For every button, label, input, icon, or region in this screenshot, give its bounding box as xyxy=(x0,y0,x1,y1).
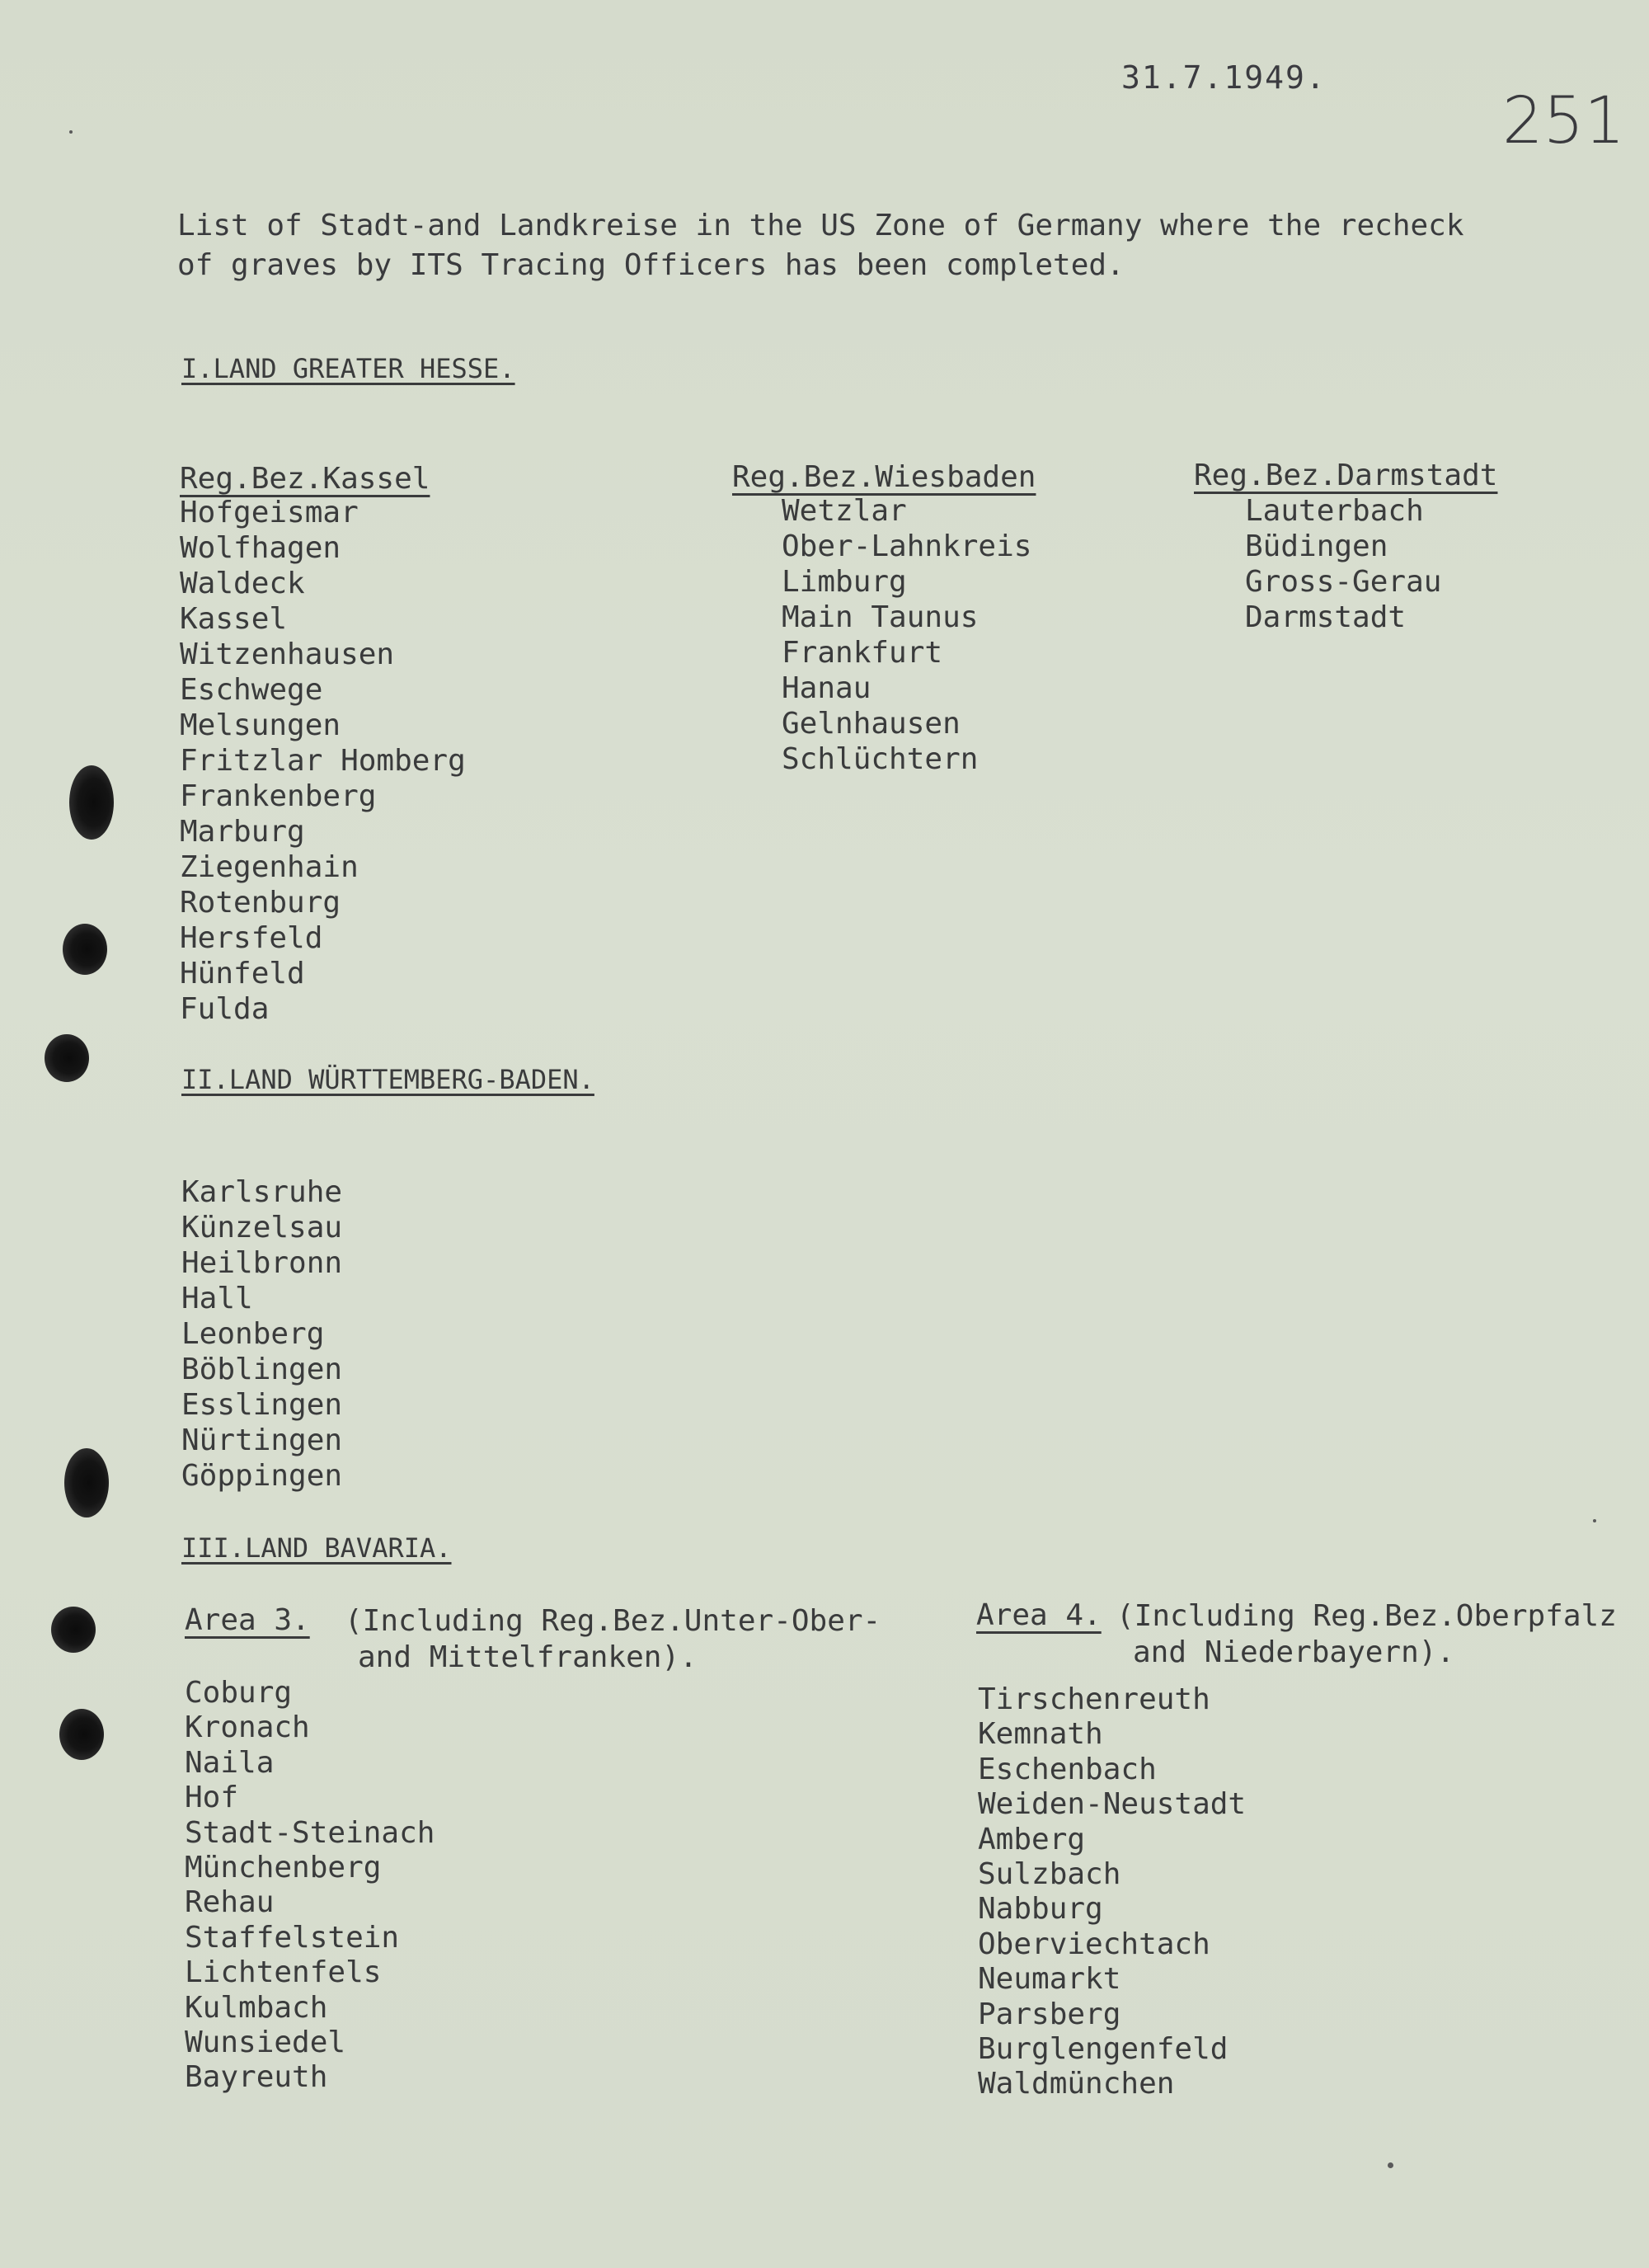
area-3-desc-line: (Including Reg.Bez.Unter-Ober- xyxy=(345,1604,881,1638)
list-item: Karlsruhe xyxy=(181,1175,343,1209)
list-item: Naila xyxy=(185,1745,275,1780)
section-title-bavaria: III.LAND BAVARIA. xyxy=(181,1532,452,1564)
list-item: Heilbronn xyxy=(181,1246,343,1280)
district-list-darmstadt xyxy=(1245,493,1441,635)
punch-hole xyxy=(63,924,107,975)
list-item: Fulda xyxy=(180,992,270,1026)
list-item: Hofgeismar xyxy=(180,496,359,529)
area-4-description xyxy=(1116,1598,1617,1671)
list-item: Eschwege xyxy=(180,673,323,707)
list-item: Amberg xyxy=(978,1822,1086,1856)
intro-line: List of Stadt-and Landkreise in the US Zone of Germany where the recheck xyxy=(177,209,1464,242)
list-item: Lauterbach xyxy=(1245,494,1424,528)
list-item: Tirschenreuth xyxy=(978,1682,1210,1716)
list-item: Sulzbach xyxy=(978,1856,1121,1891)
list-item: Kulmbach xyxy=(185,1990,328,2025)
list-item: Büdingen xyxy=(1245,529,1388,563)
list-item: Böblingen xyxy=(181,1353,343,1386)
area-4-label-text: Area 4. xyxy=(976,1598,1102,1632)
area-3-label-text: Area 3. xyxy=(185,1603,310,1637)
list-item: Bayreuth xyxy=(185,2060,328,2095)
district-list-area-3 xyxy=(185,1676,435,2096)
area-4-desc-line: and Niederbayern). xyxy=(1133,1635,1455,1669)
list-item: Waldeck xyxy=(180,567,305,600)
area-3-label xyxy=(185,1603,310,1637)
paper-speck xyxy=(1593,1519,1596,1522)
list-item: Neumarkt xyxy=(978,1962,1121,1997)
list-item: Lichtenfels xyxy=(185,1955,382,1990)
list-item: Frankfurt xyxy=(782,636,943,670)
list-item: Wunsiedel xyxy=(185,2025,346,2059)
area-3-description xyxy=(345,1603,881,1676)
punch-hole xyxy=(69,765,114,840)
district-list-kassel xyxy=(180,495,466,1027)
list-item: Rotenburg xyxy=(180,886,341,920)
list-item: Oberviechtach xyxy=(978,1927,1210,1961)
list-item: Kronach xyxy=(185,1710,310,1745)
list-item: Nürtingen xyxy=(181,1423,343,1457)
area-3-desc-line: and Mittelfranken). xyxy=(358,1640,698,1674)
list-item: Hünfeld xyxy=(180,957,305,990)
list-item: Gross-Gerau xyxy=(1245,565,1442,599)
column-heading-kassel: Reg.Bez.Kassel xyxy=(180,462,430,496)
punch-hole xyxy=(45,1034,89,1082)
column-heading-darmstadt: Reg.Bez.Darmstadt xyxy=(1194,459,1498,492)
list-item: Weiden-Neustadt xyxy=(978,1787,1247,1822)
list-item: Waldmünchen xyxy=(978,2067,1175,2101)
paper-speck xyxy=(69,130,73,134)
list-item: Hersfeld xyxy=(180,921,323,955)
list-item: Künzelsau xyxy=(181,1211,343,1245)
area-4-label xyxy=(976,1598,1102,1632)
list-item: Parsberg xyxy=(978,1997,1121,2031)
document-date: 31.7.1949. xyxy=(1121,59,1327,96)
list-item: Gelnhausen xyxy=(782,707,961,741)
list-item: Melsungen xyxy=(180,708,341,742)
area-4-desc-line: (Including Reg.Bez.Oberpfalz xyxy=(1116,1599,1617,1633)
district-list-wuerttemberg xyxy=(181,1174,342,1494)
punch-hole xyxy=(64,1448,109,1517)
list-item: Staffelstein xyxy=(185,1920,400,1955)
list-item: Kassel xyxy=(180,602,288,636)
list-item: Wetzlar xyxy=(782,494,907,528)
list-item: Fritzlar Homberg xyxy=(180,744,466,778)
list-item: Kemnath xyxy=(978,1717,1103,1752)
list-item: Stadt-Steinach xyxy=(185,1815,435,1850)
list-item: Limburg xyxy=(782,565,907,599)
intro-paragraph xyxy=(177,206,1496,285)
list-item: Eschenbach xyxy=(978,1752,1157,1786)
list-item: Hanau xyxy=(782,671,871,705)
paper-speck xyxy=(1388,2162,1393,2168)
intro-line: of graves by ITS Tracing Officers has been completed. xyxy=(177,248,1125,282)
section-title-wuerttemberg: II.LAND WÜRTTEMBERG-BADEN. xyxy=(181,1064,594,1095)
list-item: Witzenhausen xyxy=(180,638,395,671)
list-item: Marburg xyxy=(180,815,305,849)
list-item: Coburg xyxy=(185,1676,293,1710)
section-title-hesse: I.LAND GREATER HESSE. xyxy=(181,353,515,384)
list-item: Münchenberg xyxy=(185,1850,382,1885)
list-item: Nabburg xyxy=(978,1892,1103,1927)
list-item: Hof xyxy=(185,1781,239,1815)
district-list-area-4 xyxy=(978,1682,1246,2102)
list-item: Ziegenhain xyxy=(180,850,359,884)
district-list-wiesbaden xyxy=(782,493,1031,777)
list-item: Frankenberg xyxy=(180,779,377,813)
list-item: Leonberg xyxy=(181,1317,325,1351)
list-item: Hall xyxy=(181,1282,253,1315)
punch-hole xyxy=(59,1709,104,1760)
punch-hole xyxy=(51,1607,96,1653)
list-item: Schlüchtern xyxy=(782,742,979,776)
list-item: Göppingen xyxy=(181,1459,343,1493)
list-item: Main Taunus xyxy=(782,600,979,634)
list-item: Rehau xyxy=(185,1885,275,1920)
list-item: Esslingen xyxy=(181,1388,343,1422)
list-item: Wolfhagen xyxy=(180,531,341,565)
list-item: Burglengenfeld xyxy=(978,2031,1229,2066)
column-heading-wiesbaden: Reg.Bez.Wiesbaden xyxy=(732,460,1036,494)
page-number: 251 xyxy=(1502,84,1625,158)
list-item: Ober-Lahnkreis xyxy=(782,529,1032,563)
list-item: Darmstadt xyxy=(1245,600,1407,634)
